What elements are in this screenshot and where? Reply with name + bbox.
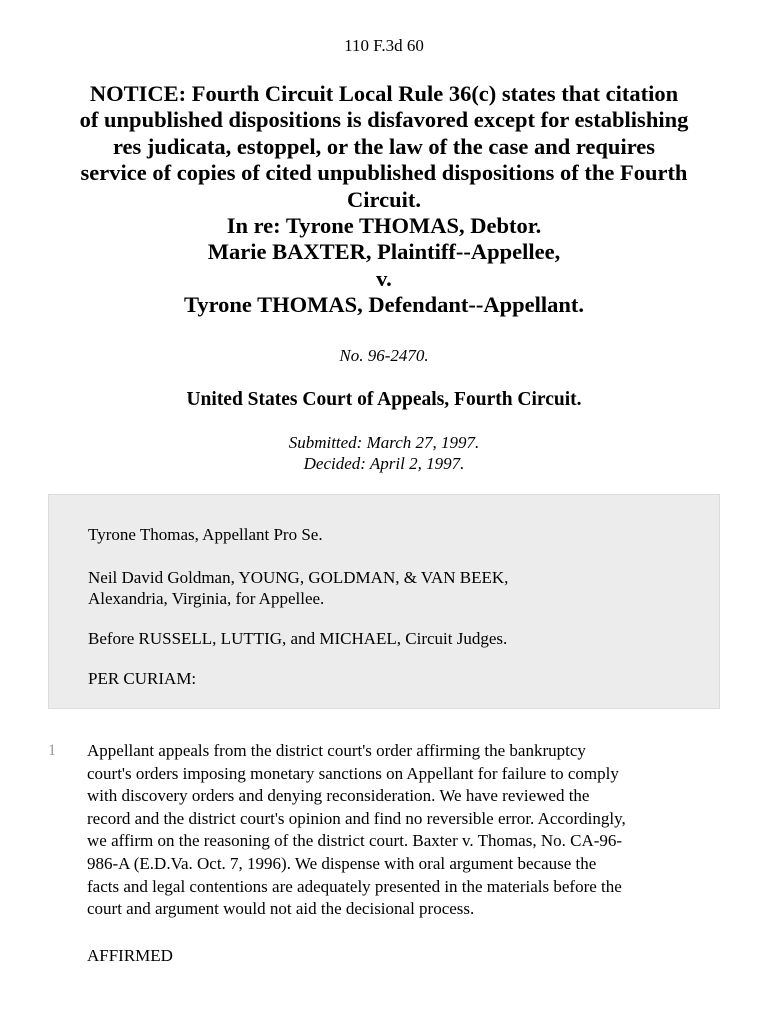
case-heading	[30, 81, 738, 319]
heading-line: of unpublished dispositions is disfavored except for establishing	[79, 107, 689, 133]
counsel-box	[48, 494, 720, 709]
docket-number: No. 96-2470.	[339, 346, 429, 365]
heading-line: service of copies of cited unpublished dispositions of the Fourth	[80, 160, 688, 186]
opinion-paragraph	[87, 740, 727, 921]
submitted-date: Submitted: March 27, 1997.	[288, 433, 480, 452]
paragraph-number: 1	[48, 742, 56, 759]
heading-line: NOTICE: Fourth Circuit Local Rule 36(c) states that citation	[89, 81, 679, 106]
opinion-author: PER CURIAM:	[88, 669, 197, 688]
appellee-counsel-line2: Alexandria, Virginia, for Appellee.	[88, 589, 325, 608]
case-dates	[0, 432, 768, 474]
court-name: United States Court of Appeals, Fourth Circuit.	[186, 389, 582, 410]
disposition: AFFIRMED	[87, 946, 173, 965]
decided-date: Decided: April 2, 1997.	[303, 454, 465, 473]
heading-line: Circuit.	[347, 186, 421, 212]
judges-panel: Before RUSSELL, LUTTIG, and MICHAEL, Circuit Judges.	[88, 629, 508, 648]
paragraph-line: Appellant appeals from the district court's order affirming the bankruptcy	[87, 741, 586, 760]
heading-line: v.	[376, 265, 392, 291]
appellee-counsel-line1: Neil David Goldman, YOUNG, GOLDMAN, & VAN BEEK,	[88, 568, 509, 587]
heading-line: Tyrone THOMAS, Defendant--Appellant.	[183, 292, 585, 318]
paragraph-line: facts and legal contentions are adequately presented in the materials before the	[87, 876, 622, 896]
paragraph-line: court and argument would not aid the decisional process.	[87, 899, 475, 919]
paragraph-line: court's orders imposing monetary sanctions on Appellant for failure to comply	[87, 763, 619, 783]
heading-line: res judicata, estoppel, or the law of the case and requires	[112, 133, 656, 159]
paragraph-line: with discovery orders and denying reconsideration. We have reviewed the	[87, 786, 590, 806]
citation: 110 F.3d 60	[344, 36, 424, 55]
heading-line: Marie BAXTER, Plaintiff--Appellee,	[207, 239, 561, 265]
paragraph-line: we affirm on the reasoning of the district court. Baxter v. Thomas, No. CA-96-	[87, 831, 623, 851]
appellant-counsel: Tyrone Thomas, Appellant Pro Se.	[88, 525, 323, 544]
heading-line: In re: Tyrone THOMAS, Debtor.	[226, 213, 542, 239]
paragraph-line: record and the district court's opinion and find no reversible error. Accordingly,	[87, 808, 626, 828]
paragraph-line: 986-A (E.D.Va. Oct. 7, 1996). We dispense with oral argument because the	[87, 853, 597, 873]
